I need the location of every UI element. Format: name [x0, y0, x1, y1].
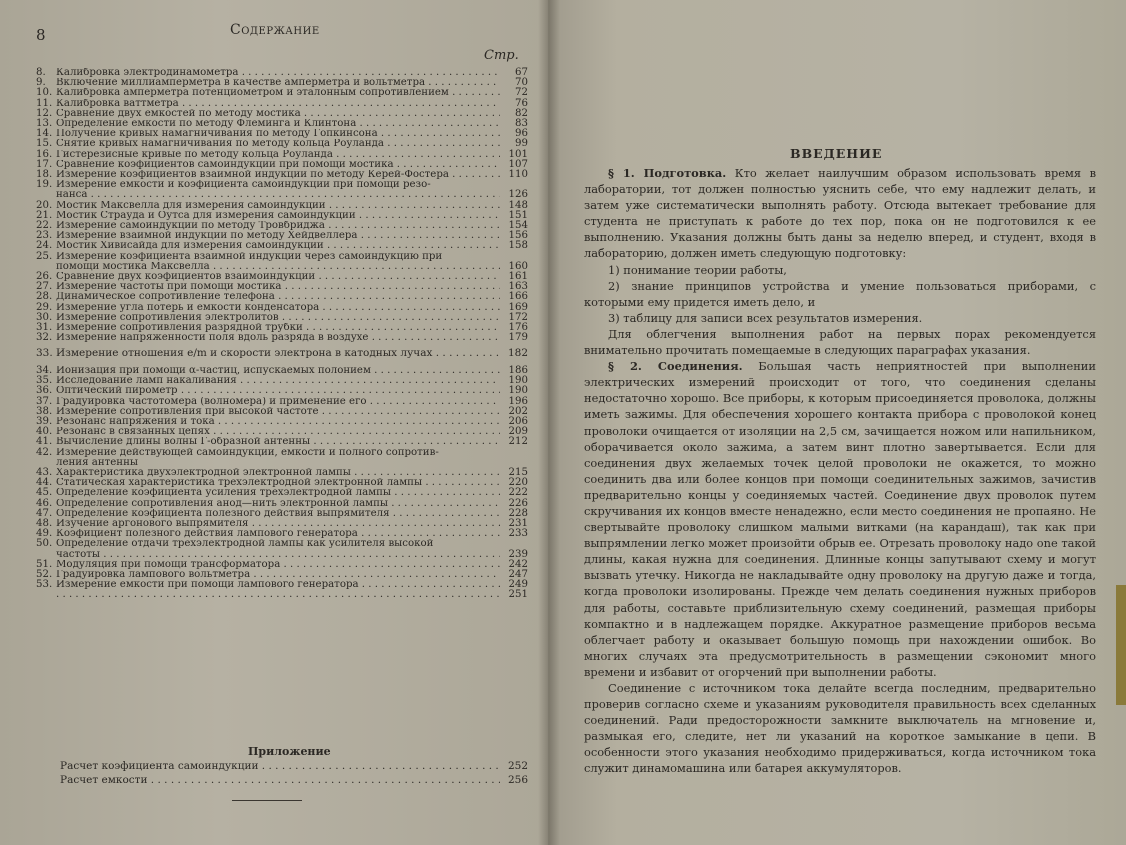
toc-entry-page: 163 [508, 281, 528, 293]
toc-entry-page: 67 [515, 67, 528, 78]
toc-entry-number: 38. [36, 405, 53, 417]
section-heading: § 1. Подготовка. [608, 166, 727, 180]
toc-entry-title: Оптический пирометр . . . [56, 386, 500, 396]
toc-entry-page: 169 [508, 301, 528, 313]
toc-entry-title: Градуировка частотомера (волномера) и применение его . . . [56, 397, 500, 407]
toc-entry-title: Измерение частоты при помощи мостика . . . [56, 282, 500, 292]
toc-entry [36, 333, 528, 343]
toc-entry-page: 82 [515, 107, 528, 119]
toc-entry-page: 190 [508, 385, 528, 397]
toc-entry-number: 17. [36, 158, 53, 170]
toc-entry-title: Измерение коэфициентов взаимной индукции по методу Керей-Фостера . . . [56, 170, 500, 180]
toc-entry-number: 46. [36, 497, 53, 509]
toc-entry-number: 25. [36, 250, 53, 262]
toc-entry-title: Вычисление длины волны Г-образной антенны . . . [56, 437, 500, 447]
toc-entry-page: 110 [508, 169, 528, 181]
toc-entry-title: Измерение емкости и коэфициента самоиндукции при помощи резо- [56, 180, 431, 191]
toc-entry-page: 160 [508, 260, 528, 272]
appendix-entry-title: Расчет коэфициента самоиндукции . . . [60, 760, 500, 774]
toc-entry [36, 262, 528, 272]
toc-entry [36, 68, 528, 78]
toc-entry-title: Сравнение коэфициентов самоиндукции при помощи мостика . . . [56, 160, 500, 170]
toc-entry [36, 448, 528, 458]
toc-entry-title: Гистерезисные кривые по методу кольца Роуланда . . . [56, 150, 500, 160]
toc-entry-number: 42. [36, 446, 53, 458]
toc-entry-page: 239 [508, 548, 528, 560]
toc-entry [36, 590, 528, 600]
toc-entry-page: 209 [508, 426, 528, 438]
toc-entry [36, 427, 528, 437]
toc-entry-title: Измерение сопротивления при высокой частоте . . . [56, 407, 500, 417]
toc-entry-page: 202 [508, 405, 528, 417]
toc-entry-page: 182 [507, 347, 528, 360]
toc-entry [36, 282, 528, 292]
toc-entry-page: 247 [508, 569, 528, 581]
table-of-contents [36, 68, 528, 601]
toc-entry-title: частоты . . . [56, 550, 500, 560]
toc-entry [36, 119, 528, 129]
toc-entry [36, 397, 528, 407]
toc-entry [36, 407, 528, 417]
paragraph-text: Соединение с источником тока делайте всегда последним, предварительно проверив согласно схеме и указаниям руководителя правильность всех сделанных соединений. Ради предосторожности замкните выключатель на мгновение и, размыкая его, следите, нет ли указаний на короткое замыкание в цепи. В особенности этого указания необходимо придерживаться, когда источником тока служит динамомашина или батарея аккумуляторов. [584, 681, 1096, 776]
toc-entry-title: Измерение отношения e/m и скорости электрона в катодных лучах . . . [56, 348, 500, 359]
toc-entry-page: 76 [515, 97, 528, 109]
toc-entry-title: Коэфициент полезного действия лампового генератора . . . [56, 529, 500, 539]
toc-entry-title: Сравнение двух емкостей по методу мостика . . . [56, 109, 500, 119]
toc-entry [36, 323, 528, 333]
toc-entry-title: Определение коэфициента полезного действия выпрямителя . . . [56, 509, 500, 519]
toc-entry-title: помощи мостика Максвелла . . . [56, 262, 500, 272]
toc-entry-title: Исследование ламп накаливания . . . [56, 376, 500, 386]
toc-entry-number: 31. [36, 322, 53, 334]
toc-entry-number: 24. [36, 240, 53, 252]
appendix-entry-page: 256 [507, 773, 528, 786]
toc-entry [36, 478, 528, 488]
toc-entry-page: 196 [508, 395, 528, 407]
toc-entry-title: Статическая характеристика трехэлектродной электронной лампы . . . [56, 478, 500, 488]
toc-entry-page: 70 [515, 77, 528, 89]
toc-entry [36, 417, 528, 427]
toc-entry [36, 529, 528, 539]
toc-entry-page: 222 [508, 487, 528, 499]
toc-entry-number: 50. [36, 538, 53, 550]
toc-entry [36, 292, 528, 302]
toc-entry-number: 39. [36, 416, 53, 427]
toc-entry-title: Изучение аргонового выпрямителя . . . [56, 519, 500, 529]
toc-entry-title: Резонанс в связанных цепях . . . [56, 427, 500, 437]
toc-entry-title: Калибровка электродинамометра . . . [56, 68, 500, 78]
toc-entry [36, 519, 528, 529]
body-paragraph [584, 165, 1096, 262]
toc-entry-number: 32. [36, 332, 53, 344]
toc-entry-title: Измерение сопротивления электролитов . . . [56, 313, 500, 323]
toc-entry-page: 186 [508, 364, 528, 376]
toc-entry [36, 190, 528, 200]
toc-entry-title: Определение емкости по методу Флеминга и Клинтона . . . [56, 119, 500, 129]
toc-entry-page: 212 [508, 436, 528, 448]
toc-entry-page: 99 [515, 138, 528, 150]
toc-entry-title: Характеристика двухэлектродной электронной лампы . . . [56, 468, 500, 478]
toc-entry-page: 72 [515, 87, 528, 99]
toc-entry-number: 22. [36, 220, 53, 232]
toc-entry-number: 41. [36, 436, 53, 448]
toc-entry-page: 206 [508, 416, 528, 427]
toc-entry-number: 10. [36, 87, 53, 99]
toc-entry-title: ления антенны [56, 457, 138, 468]
toc-entry [36, 139, 528, 149]
body-paragraph [584, 262, 1096, 278]
toc-entry-title: Сравнение двух коэфициентов взаимоиндукции . . . [56, 272, 500, 282]
paragraph-text: Кто желает наилучшим образом использовать время в лаборатории, тот должен полностью уяснить себе, что ему надлежит делать, и затем уже систематически выполнять работу. Отсюда вытекает требование для студента не приступать к работе до тех пор, пока он не подготовился к ее выполнению. Указания должны быть даны за неделю вперед, и студент, входя в лабораторию, должен иметь следующую подготовку: [584, 166, 1096, 261]
toc-entry-title: Определение отдачи трехэлектродной лампы как усилителя высокой [56, 539, 434, 550]
toc-entry-page: 190 [508, 375, 528, 387]
page-number: 8 [36, 26, 46, 44]
toc-entry [36, 231, 528, 241]
toc-entry [36, 180, 528, 190]
toc-entry [36, 560, 528, 570]
left-page [0, 0, 548, 845]
toc-entry-number: 47. [36, 507, 53, 519]
toc-entry-page: 107 [508, 158, 528, 170]
toc-entry-number: 18. [36, 169, 53, 181]
toc-entry [36, 468, 528, 478]
toc-entry-title: Калибровка амперметра потенциометром и эталонным сопротивлением . . . [56, 88, 500, 98]
toc-entry [36, 539, 528, 549]
toc-entry-title: Измерение емкости при помощи лампового генератора . . . [56, 580, 500, 590]
paragraph-text: 2) знание принципов устройства и умение пользоваться приборами, с которыми ему придется иметь дело, и [584, 278, 1096, 309]
appendix-entry-page: 252 [507, 760, 528, 772]
toc-entry-title: Получение кривых намагничивания по методу Гопкинсона . . . [56, 129, 500, 139]
toc-entry-page: 101 [508, 148, 528, 160]
toc-entry-title: Определение сопротивления анод—нить электронной лампы . . . [56, 499, 500, 509]
toc-entry-title: Измерение взаимной индукции по методу Хейдвеллера . . . [56, 231, 500, 241]
toc-entry-page: 172 [508, 311, 528, 323]
toc-entry [36, 303, 528, 313]
toc-entry-page: 83 [515, 118, 528, 130]
toc-entry [36, 509, 528, 519]
toc-entry [36, 499, 528, 509]
toc-entry-number: 33. [36, 347, 53, 360]
toc-entry [36, 386, 528, 396]
body-paragraph [584, 310, 1096, 326]
toc-entry-page: 220 [508, 477, 528, 489]
body-paragraph [584, 326, 1096, 358]
toc-entry-number: 53. [36, 579, 53, 591]
toc-entry-number: 23. [36, 230, 53, 242]
toc-entry-page: 158 [508, 240, 528, 252]
toc-entry-number: 14. [36, 128, 53, 140]
toc-entry-page: 166 [508, 291, 528, 303]
toc-entry-title: Мостик Страуда и Оутса для измерения самоиндукции . . . [56, 211, 500, 221]
toc-entry [36, 201, 528, 211]
toc-entry-number: 30. [36, 311, 53, 323]
toc-entry [36, 88, 528, 98]
appendix-entry [60, 760, 528, 774]
toc-entry [36, 343, 528, 366]
toc-entry-page: 176 [508, 322, 528, 334]
toc-entry-title: Измерение действующей самоиндукции, емкости и полного сопротив- [56, 447, 439, 458]
appendix-title: Приложение [248, 745, 331, 758]
toc-entry-number: 35. [36, 375, 53, 387]
body-paragraph [584, 278, 1096, 310]
toc-entry-number: 13. [36, 118, 53, 130]
toc-entry-title: Измерение напряженности поля вдоль разряда в воздухе . . . [56, 333, 500, 343]
toc-entry-number: 9. [36, 77, 46, 89]
toc-entry-number: 48. [36, 518, 53, 530]
toc-entry-page: 249 [508, 579, 528, 591]
toc-entry [36, 550, 528, 560]
toc-entry-number: 20. [36, 199, 53, 211]
toc-entry [36, 211, 528, 221]
page-column-label: Стр. [484, 48, 519, 63]
appendix-list [60, 760, 528, 787]
toc-entry [36, 272, 528, 282]
toc-entry-title: Ионизация при помощи α-частиц, испускаемых полонием . . . [56, 366, 500, 376]
toc-entry-title: Измерение самоиндукции по методу Тровбриджа . . . [56, 221, 500, 231]
toc-entry-title: Включение миллиамперметра в качестве амперметра и вольтметра . . . [56, 78, 500, 88]
toc-entry-number: 34. [36, 364, 53, 376]
toc-entry [36, 313, 528, 323]
toc-entry [36, 109, 528, 119]
paragraph-text: Большая часть неприятностей при выполнении электрических измерений происходит от того, что соединения сделаны недостаточно хорошо. Все приборы, к которым присоединяется проволока, должны иметь зажимы. Для обеспечения хорошего контакта прибора с проволокой конец проволоки очищается от изоляции на 2,5 см, зачищается ножом или напильником, оборачивается около зажима, а затем винт плотно завертывается. Если для соединения двух желаемых точек целой проволоки не окажется, то можно соединить два или более концов при помощи соединительных зажимов, зачистив предварительно концы у соединяемых частей. Соединение двух проволок путем скручивания их концов вместе ненадежно, если место соединения не пропаяно. Не свертывайте проволоку слишком малыми витками (на карандаш), так как при выпрямлении легко может произойти обрыв ее. Отрезать проволоку надо one такой длины, какая нужна для соединения. Длинные концы запутывают схему и могут вызвать утечку. Никогда не накладывайте одну проволоку на другую даже и тогда, когда проволоки изолированы. Прежде чем делать соединения нужных приборов для работы, составьте приблизительную схему соединений, размещая приборы компактно и в надлежащем порядке. Аккуратное размещение приборов весьма облегчает работу и оказывает большую помощь при нахождении ошибок. Во многих случаях эта предусмотрительность в размещении сэкономит много времени и избавит от огорчений при выполнении работы. [584, 359, 1096, 679]
toc-entry-title: Мостик Хивисайда для измерения самоиндукции . . . [56, 241, 500, 251]
toc-entry-number: 19. [36, 179, 53, 191]
toc-entry-page: 231 [508, 518, 528, 530]
toc-entry [36, 99, 528, 109]
toc-entry-page: 126 [508, 189, 528, 201]
toc-entry [36, 458, 528, 468]
divider-rule [232, 800, 302, 801]
toc-entry-number: 45. [36, 487, 53, 499]
toc-entry-number: 12. [36, 107, 53, 119]
toc-entry-number: 29. [36, 301, 53, 313]
paragraph-text: 1) понимание теории работы, [608, 262, 787, 277]
toc-entry [36, 78, 528, 88]
book-edge-strip [1116, 585, 1126, 705]
toc-entry [36, 170, 528, 180]
toc-entry-number: 49. [36, 528, 53, 540]
toc-entry-page: 156 [508, 230, 528, 242]
toc-entry-number: 27. [36, 281, 53, 293]
appendix-entry-title: Расчет емкости . . . [60, 774, 500, 788]
toc-entry-number: 36. [36, 385, 53, 397]
toc-entry-title: Измерение коэфициента взаимной индукции через самоиндукцию при [56, 251, 443, 262]
toc-entry [36, 580, 528, 590]
toc-entry-title: Модуляция при помощи трансформатора . . . [56, 560, 500, 570]
toc-entry-page: 148 [508, 199, 528, 211]
toc-entry-page: 161 [508, 271, 528, 283]
toc-entry [36, 221, 528, 231]
toc-entry-page: 96 [515, 128, 528, 140]
toc-entry-number: 8. [36, 67, 46, 78]
toc-entry-title: нанса . . . [56, 190, 500, 200]
appendix-entry [60, 774, 528, 788]
toc-entry-number: 26. [36, 271, 53, 283]
book-gutter [538, 0, 560, 845]
toc-entry-page: 179 [508, 332, 528, 344]
paragraph-text: Для облегчения выполнения работ на первых порах рекомендуется внимательно прочитать помещаемые в следующих параграфах указания. [584, 326, 1096, 358]
toc-entry-page: 154 [508, 220, 528, 232]
toc-entry-number: 16. [36, 148, 53, 160]
toc-entry [36, 160, 528, 170]
toc-entry [36, 488, 528, 498]
toc-entry-title: Динамическое сопротивление телефона . . . [56, 292, 500, 302]
toc-entry-number: 51. [36, 558, 53, 570]
toc-entry [36, 366, 528, 376]
toc-entry-number: 28. [36, 291, 53, 303]
chapter-title: ВВЕДЕНИЕ [790, 146, 883, 161]
toc-entry-number: 43. [36, 467, 53, 479]
toc-entry-number: 15. [36, 138, 53, 150]
body-text [584, 165, 1096, 777]
toc-entry [36, 241, 528, 251]
toc-entry-title: Снятие кривых намагничивания по методу кольца Роуланда . . . [56, 139, 500, 149]
section-heading: § 2. Соединения. [608, 359, 743, 374]
toc-entry-title: Мостик Максвелла для измерения самоиндукции . . . [56, 201, 500, 211]
body-paragraph [584, 358, 1096, 680]
toc-entry-title: Измерение угла потерь и емкости конденсатора . . . [56, 303, 500, 313]
paragraph-text: 3) таблицу для записи всех результатов измерения. [608, 310, 923, 325]
toc-entry [36, 376, 528, 386]
toc-entry-title [56, 590, 500, 600]
toc-entry [36, 150, 528, 160]
toc-entry-page: 251 [508, 589, 528, 601]
toc-entry [36, 570, 528, 580]
right-page [548, 0, 1126, 845]
toc-entry-title: Резонанс напряжения и тока . . . [56, 417, 500, 427]
toc-entry-title: Градуировка лампового вольтметра . . . [56, 570, 500, 580]
toc-entry-number: 40. [36, 426, 53, 438]
toc-entry [36, 129, 528, 139]
toc-entry-number: 37. [36, 395, 53, 407]
running-head: Содержание [230, 22, 320, 38]
toc-entry-number: 21. [36, 209, 53, 221]
body-paragraph [584, 680, 1096, 777]
toc-entry-title: Калибровка ваттметра . . . [56, 99, 500, 109]
toc-entry-title: Определение коэфициента усиления трехэлектродной лампы . . . [56, 488, 500, 498]
toc-entry-page: 151 [508, 209, 528, 221]
toc-entry [36, 252, 528, 262]
toc-entry-number: 44. [36, 477, 53, 489]
toc-entry-page: 242 [508, 558, 528, 570]
toc-entry-page: 233 [508, 528, 528, 540]
toc-entry [36, 437, 528, 447]
toc-entry-number: 52. [36, 569, 53, 581]
toc-entry-page: 228 [508, 507, 528, 519]
toc-entry-number: 11. [36, 97, 53, 109]
toc-entry-page: 215 [508, 467, 528, 479]
toc-entry-title: Измерение сопротивления разрядной трубки . . . [56, 323, 500, 333]
toc-entry-page: 226 [508, 497, 528, 509]
